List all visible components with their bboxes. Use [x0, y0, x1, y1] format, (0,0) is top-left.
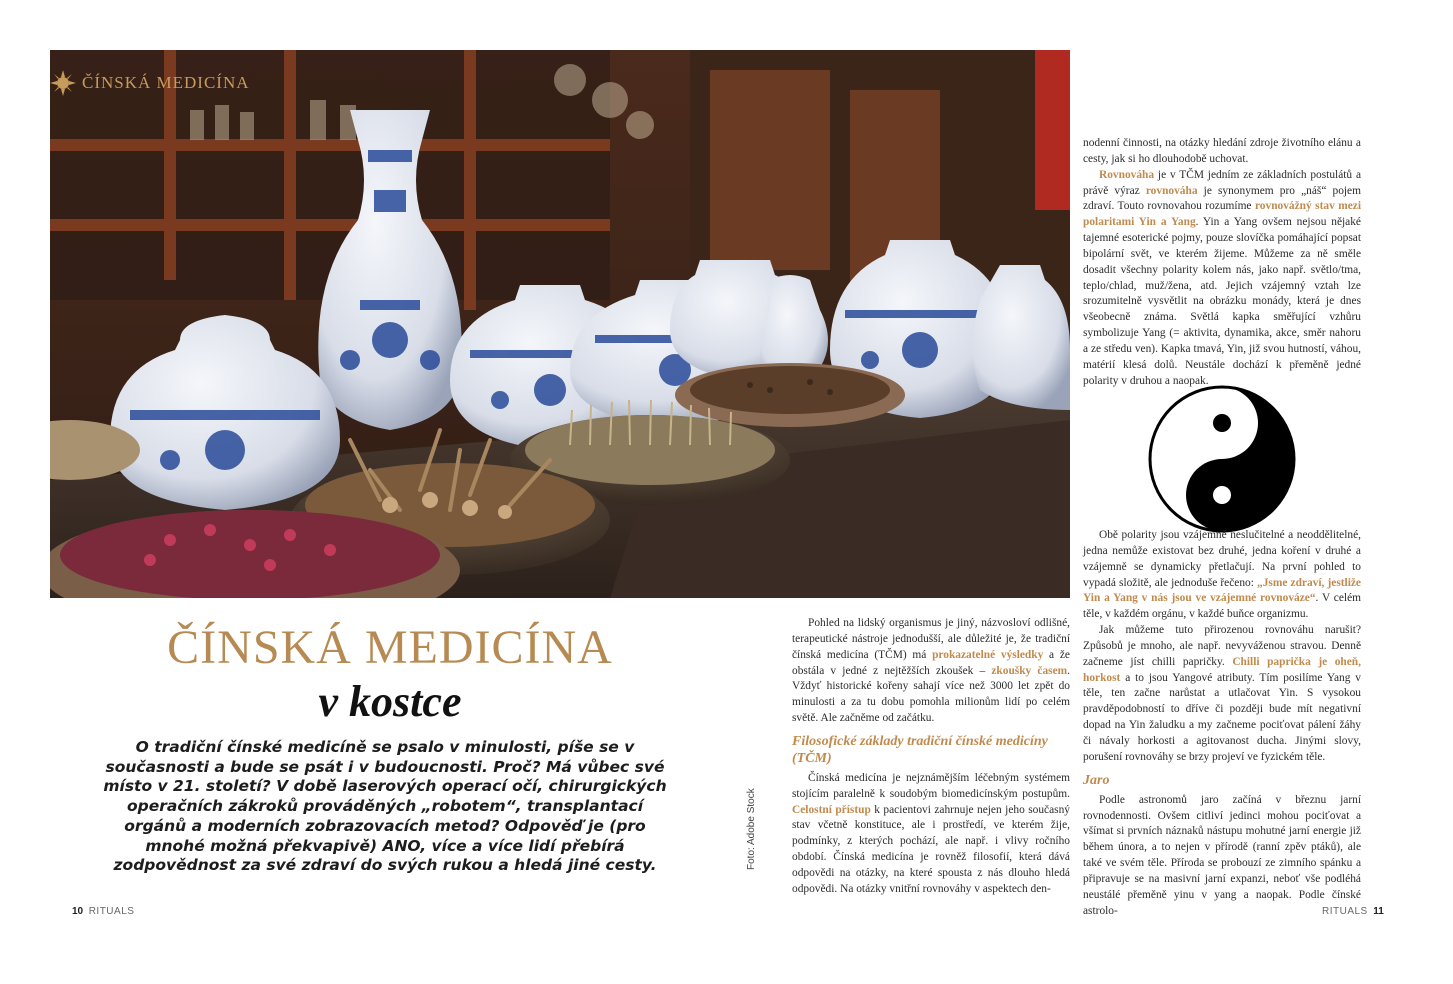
page-number: 10	[72, 906, 84, 917]
paragraph: nodenní činnosti, na otázky hledání zdroje životního elánu a cesty, jak si ho dlouhodobě uchovat.	[1083, 137, 1361, 165]
hero-photo	[50, 50, 1070, 598]
text-column-right-top	[1083, 136, 1361, 390]
lead-paragraph: O tradiční čínské medicíně se psalo v minulosti, píše se v současnosti a bude se psát i v budoucnosti. Proč? Má vůbec své místo v 21. století? V době laserových operací očí, chirurgických operačních zákroků prováděných „robotem“, transplantací orgánů a moderních zobrazovacích metod? Odpověď je (pro mnohé možná překvapivě) ANO, více a více lidí přebírá zodpovědnost za své zdraví do svých rukou a hledá jiné cesty.	[103, 738, 667, 875]
highlight-text: Rovnováha	[1099, 168, 1155, 181]
paragraph: Podle astronomů jaro začíná v březnu jarní rovnodennosti. Ovšem citliví jedinci mohou pociťovat a všímat si prvních náznaků nástupu mohutné jarní energie již během února, a to nejen v přírodě (ranní zpěv ptáků), ale také ve svém těle. Příroda se probouzí ze zimního spánku a připravuje se na masivní jarní expanzi, neboť vše podléhá neustálé přeměně yinu v yang a naopak. Podle čínské astrolo-	[1083, 793, 1361, 917]
sun-icon	[50, 70, 76, 96]
paragraph	[1083, 528, 1361, 623]
highlight-text: prokazatelné výsledky	[932, 648, 1044, 661]
text-run: Čínská medicína je nejznámějším léčebným systémem stojícím paralelně k soudobým biomedicínským postupům.	[792, 771, 1070, 800]
highlight-text: rovnováha	[1145, 184, 1198, 197]
highlight-text: Chilli paprička je oheň, horkost	[1083, 655, 1361, 684]
highlight-text: rovnovážný stav mezi polaritami Yin a Yang	[1083, 200, 1362, 229]
text-column-middle	[792, 616, 1070, 898]
paragraph	[1083, 168, 1361, 390]
text-run: Jak můžeme tuto přirozenou rovnováhu narušit? Způsobů je mnoho, ale např. nevyváženou stravou. Denně začneme jíst chilli papričky.	[1083, 624, 1361, 668]
paragraph	[1083, 623, 1361, 766]
photo-credit	[708, 770, 798, 870]
paragraph	[792, 616, 1070, 727]
text-run: k pacientovi zahrnuje nejen jeho současný stav včetně konstituce, ale i prostředí, ve kterém žije, podmínky, z kterých pochází, ale např. i vlivy ročního období. Čínská medicína je rovněž filosofií, která dává odpovědi na otázky, na které spousta z nás dlouho hledá odpovědi. Na otázky vnitřní rovnováhy v aspektech den-	[792, 803, 1070, 895]
text-run: a to jsou Yangové atributy. Tím posilíme Yang v těle, ten začne narůstat a utlačovat Yin. S vysokou pravděpodobností to dříve či později bude mít negativní dopad na Yin žaludku a my začneme pociťovat pálení žáhy či návaly horkosti a agitovanost ducha. Jinými slovy, porušení rovnováhy se brzy projeví ve fyzickém těle.	[1083, 671, 1361, 763]
text-run: Obě polarity jsou vzájemně neslučitelné a neoddělitelné, jedna nemůže existovat bez druhé, jedna koření v druhé a vzájemně se dynamicky přetlačují. Na první pohled to vypadá složitě, ale jednoduše řečeno:	[1083, 529, 1361, 589]
text-run: a že obstála v jedné z nejtěžších zkoušek –	[792, 648, 1070, 677]
subheading: Jaro	[1083, 772, 1110, 788]
highlight-text: zkoušky časem	[991, 664, 1068, 677]
highlight-text: „Jsme zdraví, jestliže Yin a Yang v nás jsou ve vzájemné rovnováze“	[1083, 576, 1361, 605]
highlight-text: Celostní přístup	[792, 803, 871, 816]
section-tag	[50, 70, 250, 96]
text-run: . V celém těle, v každém orgánu, v každé buňce organizmu.	[1083, 592, 1361, 621]
footer-right	[1322, 906, 1384, 917]
magazine-name: RITUALS	[88, 906, 135, 917]
subheading: Filosofické základy tradiční čínské medicíny (TČM)	[792, 733, 1048, 766]
section-tag-label: ČÍNSKÁ MEDICÍNA	[82, 73, 250, 92]
article-subtitle: v kostce	[318, 677, 462, 726]
text-run: . Vždyť historické kořeny sahají více než 3000 let zpět do minulosti a za tu dobu pomohla milionům lidí po celém světě. Ale začněme od začátku.	[792, 664, 1070, 725]
paragraph	[792, 771, 1070, 898]
magazine-name: RITUALS	[1322, 906, 1368, 917]
photo-credit-text: Foto: Adobe Stock	[746, 788, 757, 870]
text-column-right-bottom	[1083, 528, 1361, 919]
text-run: . Yin a Yang ovšem nejsou nějaké tajemné esoterické pojmy, pouze slovíčka pomáhající popsat bipolární svět, ve kterém žijeme. Můžeme za ně směle dosadit všechny polarity kolem nás, jako např. světlo/tma, teplo/chlad, muž/žena, atd. Jejich vzájemný vztah lze srozumitelně vysvětlit na obrázku monády, která je dnes všeobecně známa. Světlá kapka směřující vzhůru symbolizuje Yang (= aktivita, dynamika, akce, směr nahoru a ze středu ven). Kapka tmavá, Yin, již svou hutností, váhou, matérií klesá dolů. Neustále dochází k přeměně jedné polarity v druhou a naopak.	[1083, 216, 1361, 387]
text-run: je synonymem pro „náš“ pojem zdraví. Touto rovnovahou rozumíme	[1083, 184, 1361, 213]
text-run: Pohled na lidský organismus je jiný, názvosloví odlišné, terapeutické nástroje jednodušší, ale důležité je, že tradiční čínská medicína (TČM) má	[792, 617, 1070, 661]
page-number: 11	[1373, 906, 1384, 917]
footer-left	[72, 906, 134, 917]
article-title: ČÍNSKÁ MEDICÍNA	[167, 621, 613, 674]
yin-yang-icon	[1146, 383, 1298, 535]
text-run: je v TČM jedním ze základních postulátů a právě výraz	[1083, 168, 1361, 197]
